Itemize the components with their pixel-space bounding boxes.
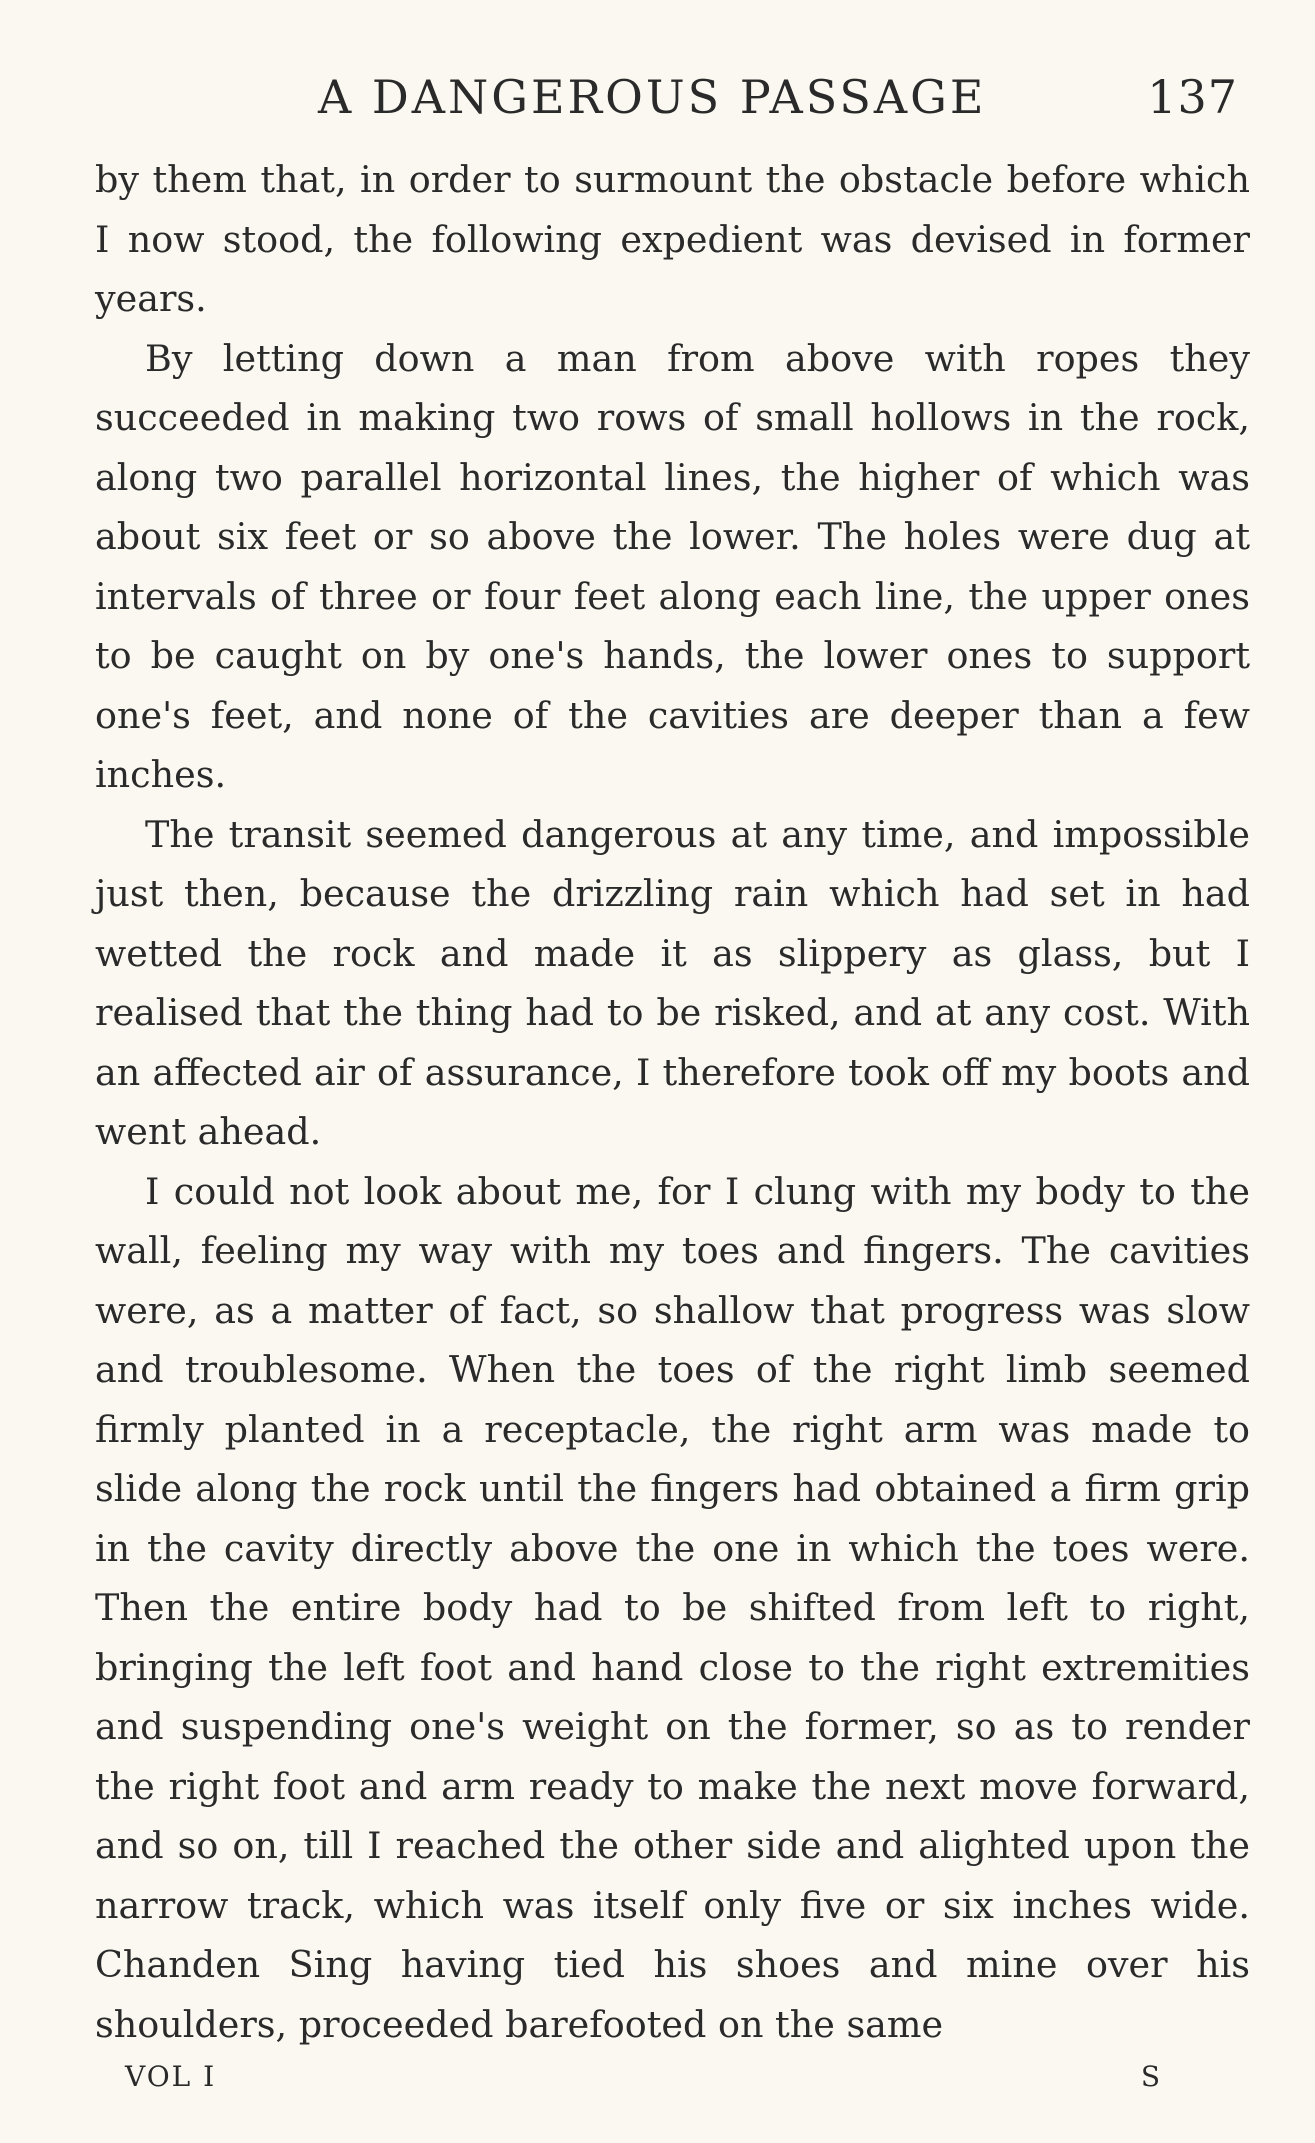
signature-mark: S — [1140, 2060, 1162, 2093]
page-number: 137 — [1147, 70, 1238, 124]
body-text — [95, 150, 1250, 2054]
volume-mark: VOL I — [125, 2060, 217, 2093]
paragraph-1: by them that, in order to surmount the obstacle before which I now stood, the following expedient was devised in former years. — [95, 158, 1250, 320]
running-head — [318, 70, 1238, 140]
page-footer — [125, 2060, 1162, 2093]
paragraph-2: By letting down a man from above with ropes they succeeded in making two rows of small hollows in the rock, along two parallel horizontal lines, the higher of which was about six feet or so above the lower. The holes were dug at intervals of three or four feet along each line, the upper ones to be caught on by one's hands, the lower ones to support one's feet, and none of the cavities are deeper than a few inches. — [95, 336, 1250, 796]
running-title: A DANGEROUS PASSAGE — [318, 70, 987, 124]
paragraph-4: I could not look about me, for I clung with my body to the wall, feeling my way with my toes and fingers. The cavities were, as a matter of fact, so shallow that progress was slow and troublesome. When the toes of the right limb seemed firmly planted in a receptacle, the right arm was made to slide along the rock until the fingers had obtained a firm grip in the cavity directly above the one in which the toes were. Then the entire body had to be shifted from left to right, bringing the left foot and hand close to the right extremities and suspending one's weight on the former, so as to render the right foot and arm ready to make the next move forward, and so on, till I reached the other side and alighted upon the narrow track, which was itself only five or six inches wide. Chanden Sing having tied his shoes and mine over his shoulders, proceeded barefooted on the same — [95, 1169, 1250, 2046]
paragraph-3: The transit seemed dangerous at any time, and impossible just then, because the drizzling rain which had set in had wetted the rock and made it as slippery as glass, but I realised that the thing had to be risked, and at any cost. With an affected air of assurance, I therefore took off my boots and went ahead. — [95, 812, 1250, 1153]
